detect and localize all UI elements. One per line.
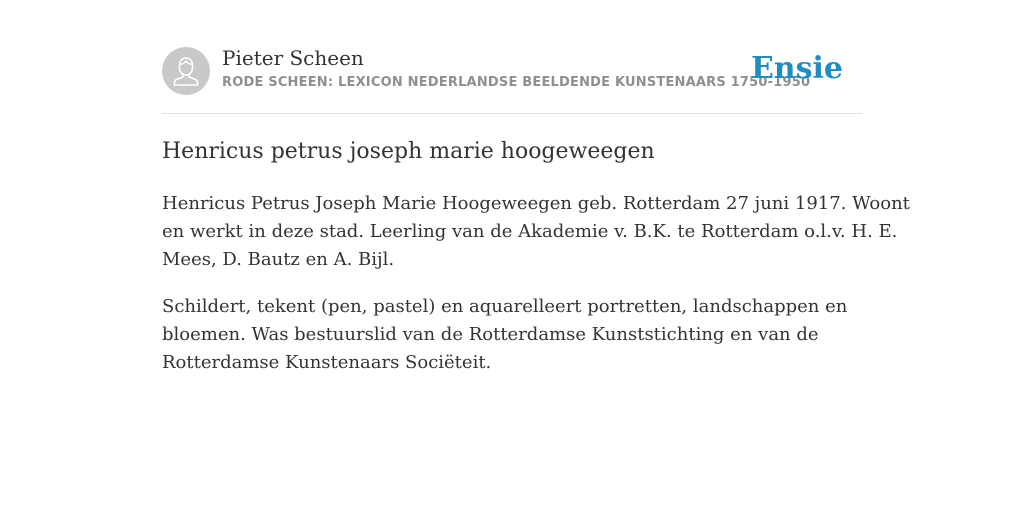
author-name[interactable]: Pieter Scheen: [222, 46, 364, 70]
paragraph: [162, 293, 862, 377]
paragraph-line: bloemen. Was bestuurslid van de Rotterdamse Kunststichting en van de: [162, 324, 819, 345]
paragraph-line: Rotterdamse Kunstenaars Sociëteit.: [162, 352, 492, 373]
header-divider: [162, 113, 862, 114]
paragraph-line: Schildert, tekent (pen, pastel) en aquarelleert portretten, landschappen en: [162, 296, 848, 317]
ensie-logo[interactable]: Ensie: [750, 51, 843, 86]
article-header: [162, 46, 862, 96]
source-label[interactable]: RODE SCHEEN: LEXICON NEDERLANDSE BEELDENDE KUNSTENAARS 1750-1950: [222, 75, 811, 90]
paragraph-line: en werkt in deze stad. Leerling van de Akademie v. B.K. te Rotterdam o.l.v. H. E.: [162, 221, 898, 242]
user-avatar-icon[interactable]: [162, 47, 210, 95]
paragraph: [162, 190, 910, 274]
article-body: [162, 190, 910, 396]
user-silhouette-icon: [162, 47, 210, 95]
paragraph-line: Henricus Petrus Joseph Marie Hoogeweegen geb. Rotterdam 27 juni 1917. Woont: [162, 193, 910, 214]
article-title: Henricus petrus joseph marie hoogeweegen: [162, 139, 655, 164]
paragraph-line: Mees, D. Bautz en A. Bijl.: [162, 249, 395, 270]
article-card: [162, 46, 910, 373]
